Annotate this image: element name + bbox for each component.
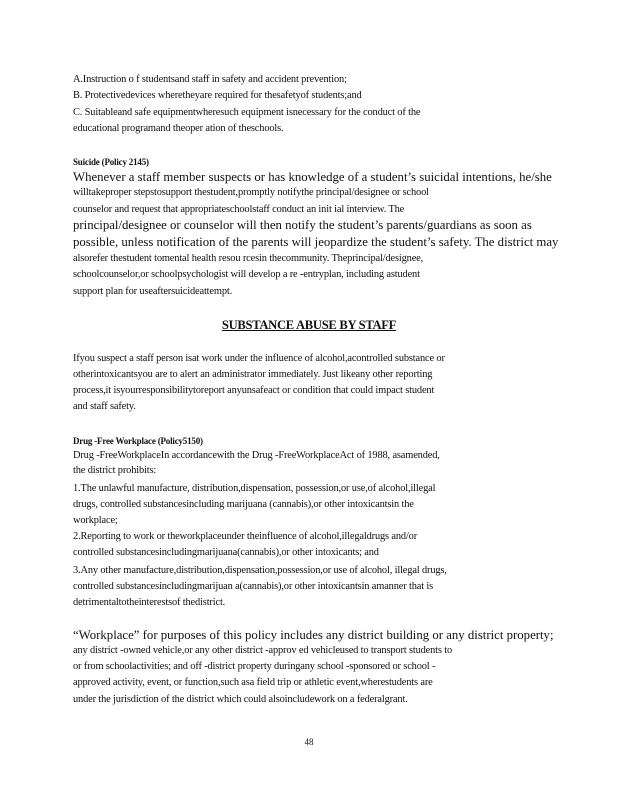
text-line: Whenever a staff member suspects or has knowledge of a student’s suicidal intentions, he/she bbox=[73, 170, 552, 184]
text-line: approved activity, event, or function,such asa field trip or athletic event,wherestudents are bbox=[73, 677, 433, 688]
text-line: any district -owned vehicle,or any other district -approv ed vehicleused to transport students to bbox=[73, 645, 453, 656]
page-number: 48 bbox=[304, 737, 314, 747]
text-line: “Workplace” for purposes of this policy includes any district building or any district property; bbox=[73, 628, 554, 642]
section-title: SUBSTANCE ABUSE BY STAFF bbox=[221, 318, 397, 332]
text-line: controlled substancesincludingmarijuan a(cannabis),or other intoxicantsin amanner that is bbox=[73, 581, 434, 592]
text-line: and staff safety. bbox=[73, 401, 136, 412]
text-line: under the jurisdiction of the district which could alsoincludework on a federalgrant. bbox=[73, 694, 408, 705]
text-line: Drug -FreeWorkplaceIn accordancewith the Drug -FreeWorkplaceAct of 1988, asamended, bbox=[73, 450, 440, 461]
text-line: process,it isyourresponsibilitytoreport anyunsafeact or condition that could impact student bbox=[73, 385, 435, 396]
text-line: or from schoolactivities; and off -district property duringany school -sponsored or school - bbox=[73, 661, 436, 672]
text-line: Ifyou suspect a staff person isat work under the influence of alcohol,acontrolled substance or bbox=[73, 353, 445, 364]
text-line: the district prohibits: bbox=[73, 465, 157, 476]
text-line: principal/designee or counselor will then notify the student’s parents/guardians as soon as bbox=[73, 218, 532, 232]
text-line: educational programand theoper ation of theschools. bbox=[73, 123, 284, 134]
text-line: possible, unless notification of the parents will jeopardize the student’s safety. The district may bbox=[73, 235, 559, 249]
text-line: 3.Any other manufacture,distribution,dispensation,possession,or use of alcohol, illegal drugs, bbox=[73, 565, 447, 576]
text-line: alsorefer thestudent tomental health resou rcesin thecommunity. Theprincipal/designee, bbox=[73, 253, 424, 264]
text-line: controlled substancesincludingmarijuana(cannabis),or other intoxicants; and bbox=[73, 547, 379, 558]
text-line: willtakeproper stepstosupport thestudent,promptly notifythe principal/designee or school bbox=[73, 187, 429, 198]
text-line: workplace; bbox=[73, 515, 118, 526]
text-line: counselor and request that appropriateschoolstaff conduct an init ial interview. The bbox=[73, 204, 405, 215]
text-line: otherintoxicantsyou are to alert an administrator immediately. Just likeany other reporting bbox=[73, 369, 433, 380]
section-heading-drug-free: Drug -Free Workplace (Policy5150) bbox=[73, 436, 203, 446]
text-line: detrimentaltotheinterestsof thedistrict. bbox=[73, 597, 226, 608]
text-line: B. Protectivedevices wheretheyare required for thesafetyof students;and bbox=[73, 90, 362, 101]
text-line: 1.The unlawful manufacture, distribution,dispensation, possession,or use,of alcohol,illegal bbox=[73, 483, 436, 494]
text-line: support plan for useaftersuicideattempt. bbox=[73, 286, 233, 297]
text-line: drugs, controlled substancesincluding marijuana (cannabis),or other intoxicantsin the bbox=[73, 499, 414, 510]
section-heading-suicide: Suicide (Policy 2145) bbox=[73, 157, 149, 167]
text-line: A.Instruction o f studentsand staff in safety and accident prevention; bbox=[73, 74, 347, 85]
text-line: C. Suitableand safe equipmentwheresuch equipment isnecessary for the conduct of the bbox=[73, 107, 421, 118]
text-line: 2.Reporting to work or theworkplaceunder theinfluence of alcohol,illegaldrugs and/or bbox=[73, 531, 418, 542]
text-line: schoolcounselor,or schoolpsychologist will develop a re -entryplan, including astudent bbox=[73, 269, 420, 280]
